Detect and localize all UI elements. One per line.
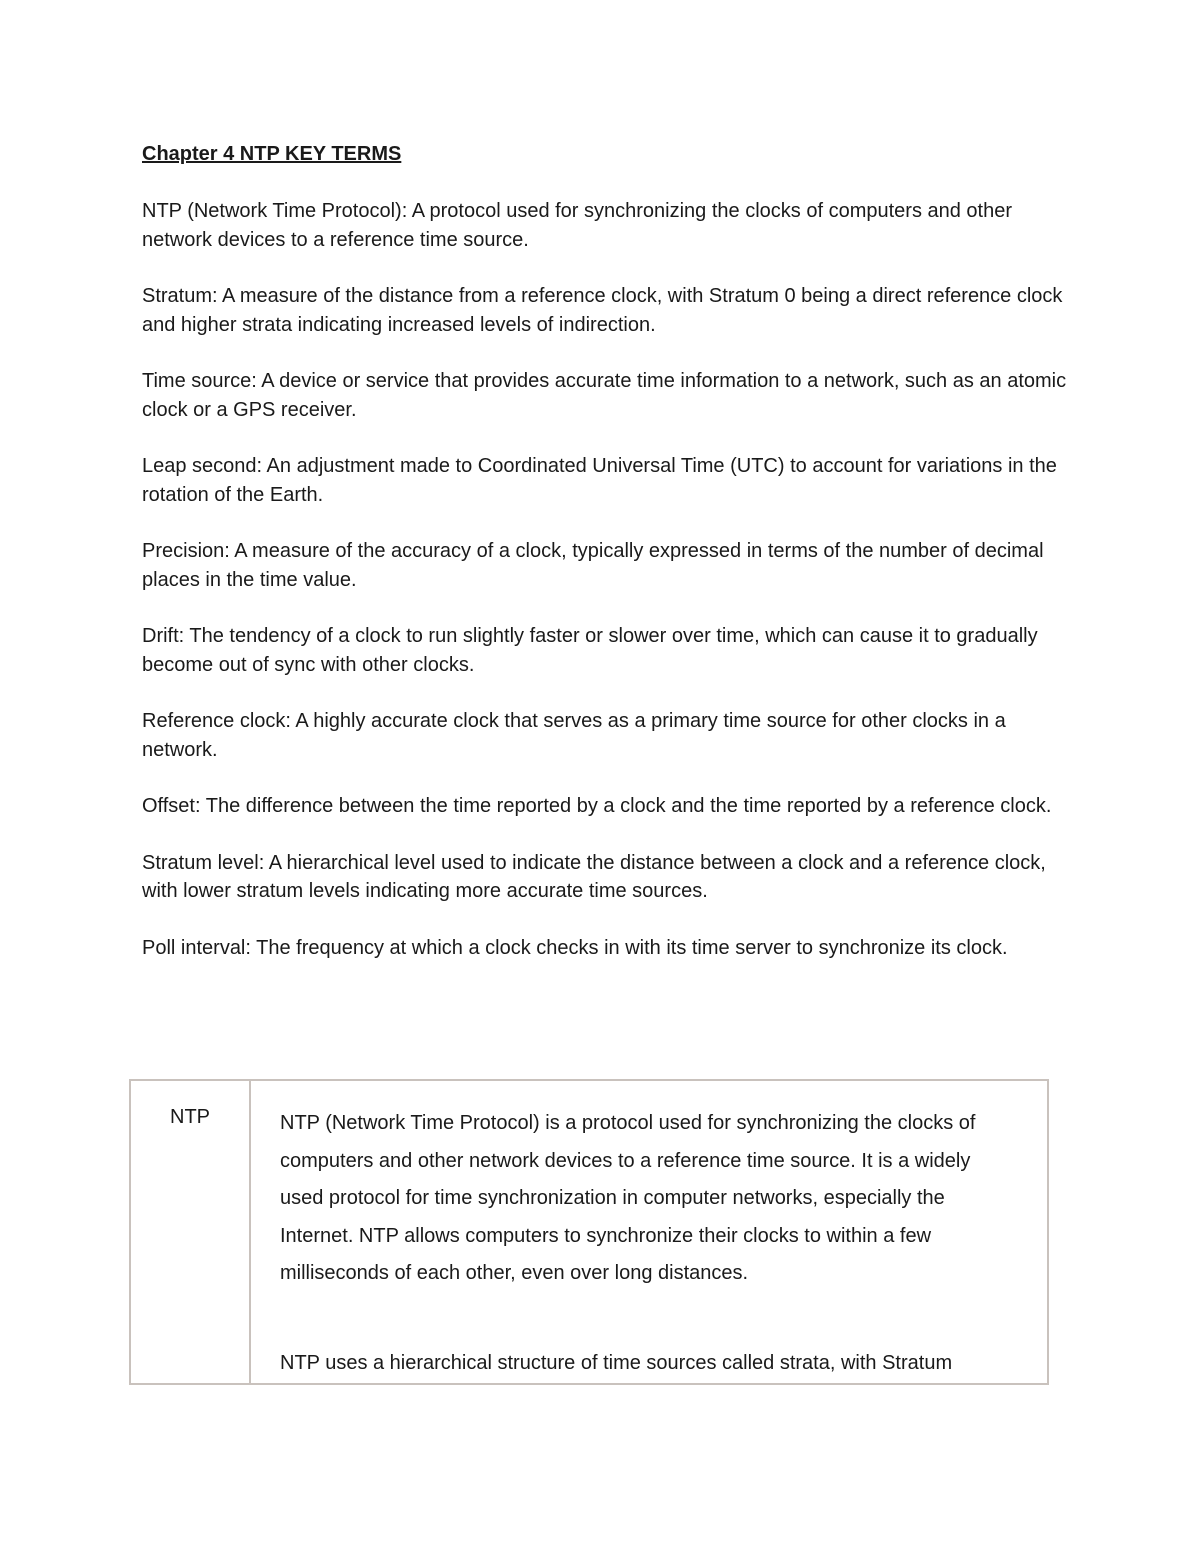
definition-paragraph: NTP uses a hierarchical structure of time sources called strata, with Stratum (280, 1351, 953, 1374)
key-terms-list (142, 197, 1072, 962)
term-precision: Precision: A measure of the accuracy of a clock, typically expressed in terms of the number of decimal places in the time value. (142, 540, 1044, 591)
term-offset: Offset: The difference between the time reported by a clock and the time reported by a reference clock. (142, 795, 1052, 817)
term-leap-second: Leap second: An adjustment made to Coordinated Universal Time (UTC) to account for variations in the rotation of the Earth. (142, 455, 1057, 506)
definition-table-grid (131, 1081, 1047, 1383)
term-time-source: Time source: A device or service that provides accurate time information to a network, such as an atomic clock or a GPS receiver. (142, 370, 1067, 421)
table-term-cell: NTP (131, 1081, 250, 1383)
term-drift: Drift: The tendency of a clock to run slightly faster or slower over time, which can cause it to gradually become out of sync with other clocks. (142, 625, 1038, 676)
document-body (142, 140, 1072, 962)
term-ntp: NTP (Network Time Protocol): A protocol used for synchronizing the clocks of computers and other network devices to a reference time source. (142, 200, 1013, 251)
term-reference-clock: Reference clock: A highly accurate clock that serves as a primary time source for other clocks in a network. (142, 710, 1006, 761)
term-poll-interval: Poll interval: The frequency at which a clock checks in with its time server to synchronize its clock. (142, 936, 1008, 959)
table-definition-cell (250, 1081, 1047, 1383)
term-stratum-level: Stratum level: A hierarchical level used to indicate the distance between a clock and a reference clock, with lower stratum levels indicating more accurate time sources. (142, 851, 1046, 902)
page-title: Chapter 4 NTP KEY TERMS (142, 143, 402, 165)
definition-table (129, 1079, 1049, 1385)
term-stratum: Stratum: A measure of the distance from a reference clock, with Stratum 0 being a direct reference clock and higher strata indicating increased levels of indirection. (142, 285, 1063, 336)
definition-paragraph: NTP (Network Time Protocol) is a protocol used for synchronizing the clocks of computers and other network devices to a reference time source. It is a widely used protocol for time synchronization in computer networks, especially the Internet. NTP allows computers to synchronize their clocks to within a few milliseconds of each other, even over long distances. (280, 1112, 976, 1284)
table-row (131, 1081, 1047, 1383)
